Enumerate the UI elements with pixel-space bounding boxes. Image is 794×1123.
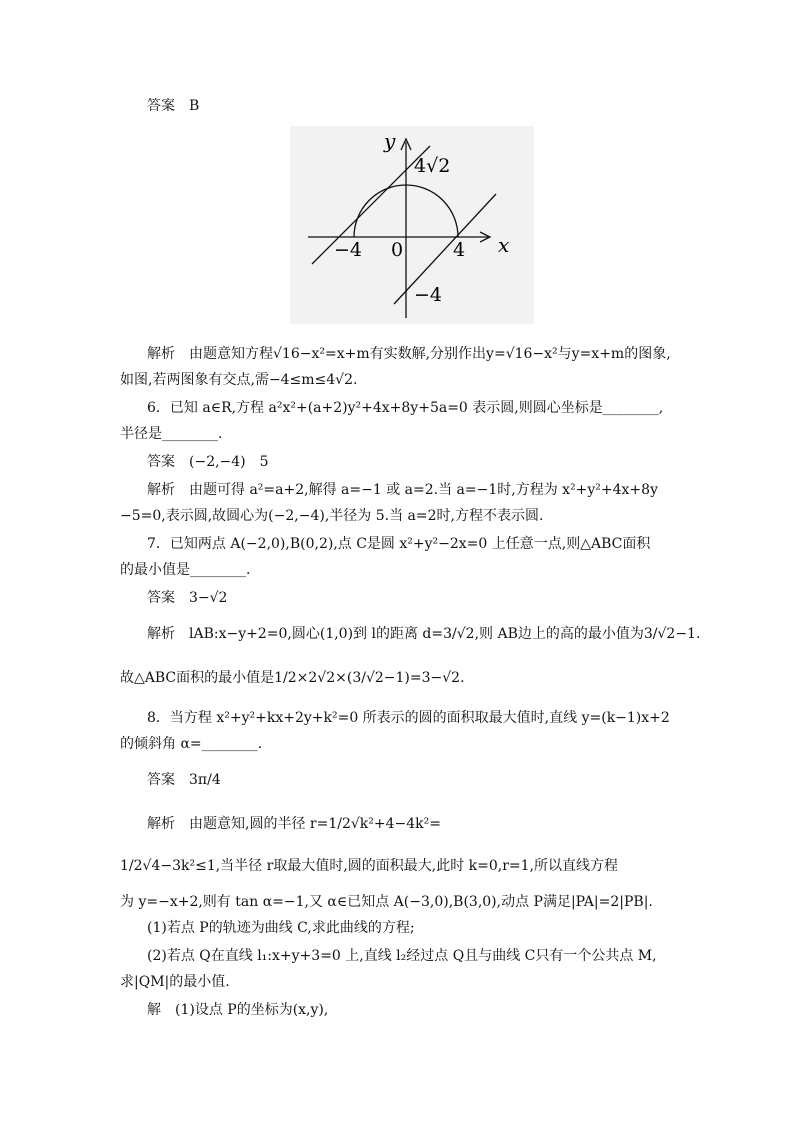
label-top: 4√2 bbox=[414, 155, 451, 177]
q8-analysis-line3: 为 y=−x+2,则有 tan α=−1,又 α∈已知点 A(−3,0),B(3,0),动点 P满足|PA|=2|PB|. bbox=[120, 894, 653, 910]
q8-line1: 8．当方程 x²+y²+kx+2y+k²=0 所表示的圆的面积取最大值时,直线 y=(k−1)x+2 bbox=[147, 710, 670, 726]
label-bottom: −4 bbox=[414, 284, 443, 306]
q6-analysis-line2: −5=0,表示圆,故圆心为(−2,−4),半径为 5.当 a=2时,方程不表示圆. bbox=[120, 508, 544, 524]
y-label: y bbox=[384, 129, 396, 153]
q6-answer: 答案 (−2,−4) 5 bbox=[147, 454, 269, 470]
label-zero: 0 bbox=[391, 239, 404, 261]
q7-line2: 的最小值是________. bbox=[120, 562, 251, 578]
graph-figure bbox=[290, 126, 534, 324]
q8-analysis-line1: 解析 由题意知,圆的半径 r=1/2√k²+4−4k²= bbox=[147, 816, 441, 832]
q9-solution: 解 (1)设点 P的坐标为(x,y), bbox=[147, 1002, 329, 1018]
q5-analysis-line2: 如图,若两图象有交点,需−4≤m≤4√2. bbox=[120, 372, 358, 388]
x-label: x bbox=[498, 233, 510, 257]
q6-analysis-line1: 解析 由题可得 a²=a+2,解得 a=−1 或 a=2.当 a=−1时,方程为 x²+y²+4x+8y bbox=[147, 482, 658, 498]
q9-part1: (1)若点 P的轨迹为曲线 C,求此曲线的方程; bbox=[147, 920, 415, 936]
q7-answer: 答案 3−√2 bbox=[147, 590, 228, 606]
label-neg4: −4 bbox=[334, 239, 363, 261]
tangent-line bbox=[312, 146, 430, 264]
q9-part2-line2: 求|QM|的最小值. bbox=[120, 974, 230, 990]
q6-line1: 6．已知 a∈R,方程 a²x²+(a+2)y²+4x+8y+5a=0 表示圆,则圆心坐标是________, bbox=[147, 400, 664, 416]
q7-analysis-line2: 故△ABC面积的最小值是1/2×2√2×(3/√2−1)=3−√2. bbox=[120, 670, 465, 686]
q6-line2: 半径是________. bbox=[120, 426, 223, 442]
q5-analysis-line1: 解析 由题意知方程√16−x²=x+m有实数解,分别作出y=√16−x²与y=x+m的图象, bbox=[147, 346, 671, 362]
answer-b: 答案 B bbox=[147, 98, 200, 114]
graph-svg bbox=[290, 126, 534, 324]
label-pos4: 4 bbox=[453, 239, 466, 261]
q8-line2: 的倾斜角 α=________. bbox=[120, 736, 263, 752]
q7-analysis-line1: 解析 lAB:x−y+2=0,圆心(1,0)到 l的距离 d=3/√2,则 AB边上的高的最小值为3/√2−1. bbox=[147, 626, 701, 642]
q9-part2-line1: (2)若点 Q在直线 l₁:x+y+3=0 上,直线 l₂经过点 Q且与曲线 C只有一个公共点 M, bbox=[147, 948, 657, 964]
secant-line bbox=[394, 194, 496, 304]
q8-analysis-line2: 1/2√4−3k²≤1,当半径 r取最大值时,圆的面积最大,此时 k=0,r=1,所以直线方程 bbox=[120, 858, 619, 874]
q7-line1: 7．已知两点 A(−2,0),B(0,2),点 C是圆 x²+y²−2x=0 上任意一点,则△ABC面积 bbox=[147, 536, 651, 552]
q8-answer: 答案 3π/4 bbox=[147, 772, 221, 788]
